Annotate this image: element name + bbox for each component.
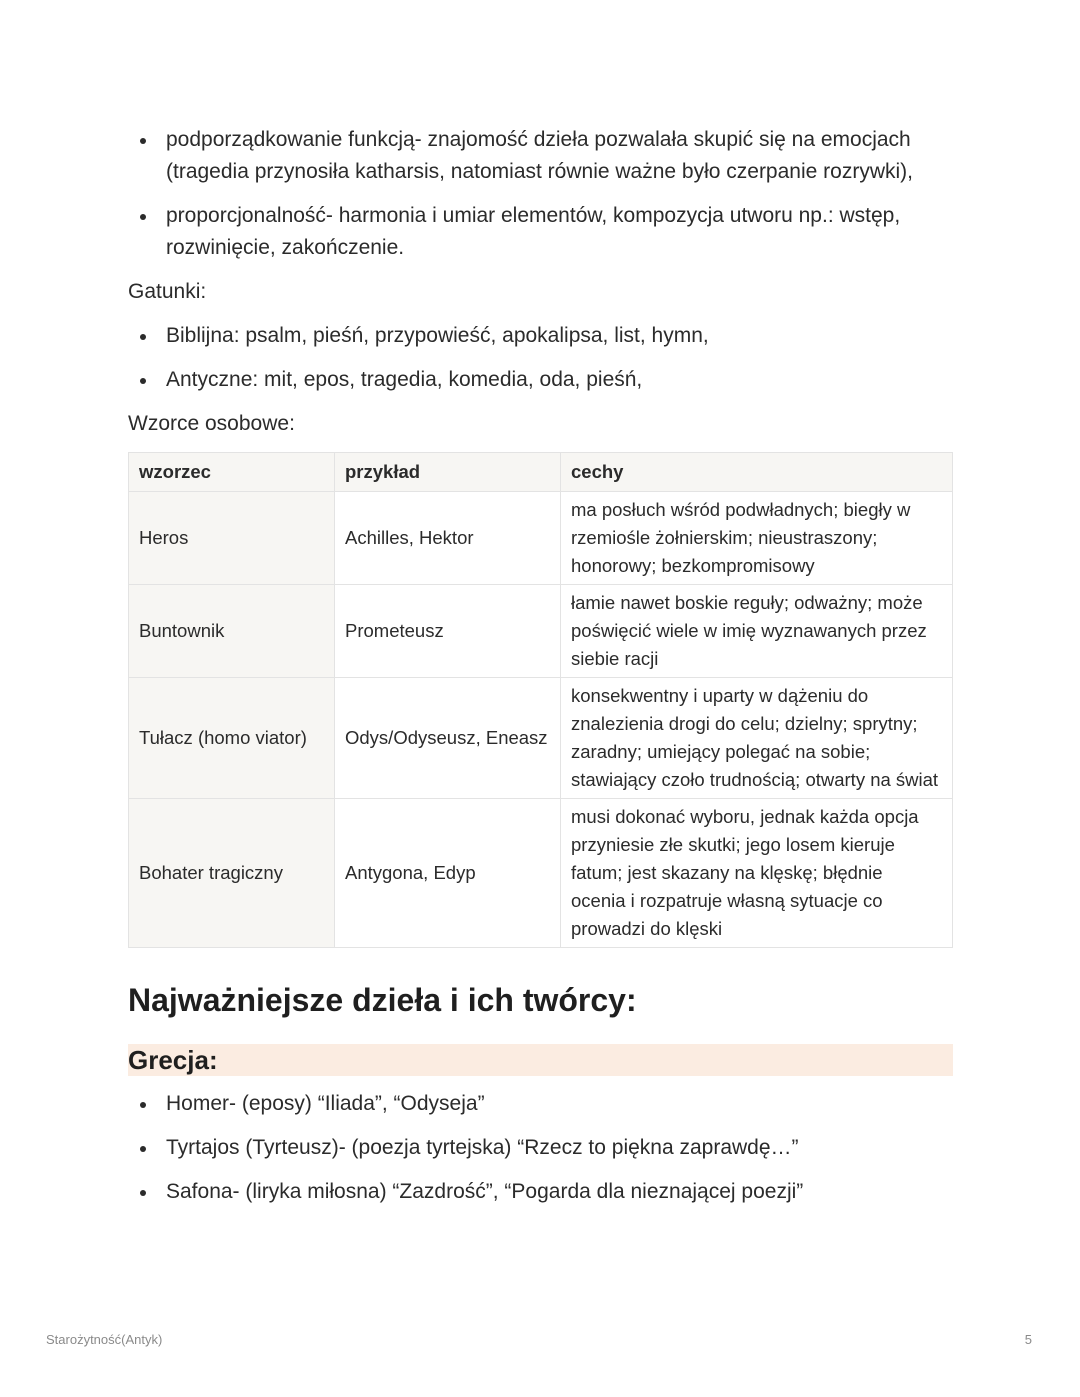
table-cell: ma posłuch wśród podwładnych; biegły w rzemiośle żołnierskim; nieustraszony; honorowy; bezkompromisowy [561, 492, 953, 585]
list-item: Tyrtajos (Tyrteusz)- (poezja tyrtejska) “Rzecz to piękna zaprawdę…” [128, 1132, 953, 1164]
table-row [129, 799, 953, 948]
page-number: 5 [1024, 1332, 1032, 1347]
footer-title: Starożytność(Antyk) [46, 1332, 163, 1347]
table-cell: łamie nawet boskie reguły; odważny; może poświęcić wiele w imię wyznawanych przez siebie racji [561, 585, 953, 678]
list-item: proporcjonalność- harmonia i umiar elementów, kompozycja utworu np.: wstęp, rozwinięcie, zakończenie. [128, 200, 953, 264]
page-content [128, 124, 953, 1220]
table-header-cell: przykład [335, 453, 561, 492]
intro-bullet-list [128, 124, 953, 264]
table-header-cell: wzorzec [129, 453, 335, 492]
list-item: Safona- (liryka miłosna) “Zazdrość”, “Pogarda dla nieznającej poezji” [128, 1176, 953, 1208]
section-heading: Najważniejsze dzieła i ich twórcy: [128, 982, 637, 1018]
table-header-cell: cechy [561, 453, 953, 492]
grecja-list [128, 1088, 953, 1208]
list-item: Homer- (eposy) “Iliada”, “Odyseja” [128, 1088, 953, 1120]
table-cell: Antygona, Edyp [335, 799, 561, 948]
gatunki-list [128, 320, 953, 396]
list-item: Biblijna: psalm, pieśń, przypowieść, apokalipsa, list, hymn, [128, 320, 953, 352]
table-cell: Odys/Odyseusz, Eneasz [335, 678, 561, 799]
list-item: podporządkowanie funkcją- znajomość dzieła pozwalała skupić się na emocjach (tragedia przynosiła katharsis, natomiast równie ważne było czerpanie rozrywki), [128, 124, 953, 188]
wzorce-table [128, 452, 953, 948]
table-cell: Tułacz (homo viator) [129, 678, 335, 799]
table-cell: Heros [129, 492, 335, 585]
table-row [129, 678, 953, 799]
grecja-heading: Grecja: [128, 1044, 953, 1076]
table-header-row [129, 453, 953, 492]
table-cell: Bohater tragiczny [129, 799, 335, 948]
table-cell: Achilles, Hektor [335, 492, 561, 585]
list-item: Antyczne: mit, epos, tragedia, komedia, oda, pieśń, [128, 364, 953, 396]
table-cell: konsekwentny i uparty w dążeniu do znalezienia drogi do celu; dzielny; sprytny; zaradny; umiejący polegać na sobie; stawiający czoło trudnością; otwarty na świat [561, 678, 953, 799]
table-row [129, 492, 953, 585]
wzorce-label: Wzorce osobowe: [128, 412, 295, 435]
gatunki-label: Gatunki: [128, 280, 207, 303]
table-cell: Prometeusz [335, 585, 561, 678]
table-cell: Buntownik [129, 585, 335, 678]
table-cell: musi dokonać wyboru, jednak każda opcja przyniesie złe skutki; jego losem kieruje fatum; jest skazany na klęskę; błędnie ocenia i rozpatruje własną sytuacje co prowadzi do klęski [561, 799, 953, 948]
table-row [129, 585, 953, 678]
